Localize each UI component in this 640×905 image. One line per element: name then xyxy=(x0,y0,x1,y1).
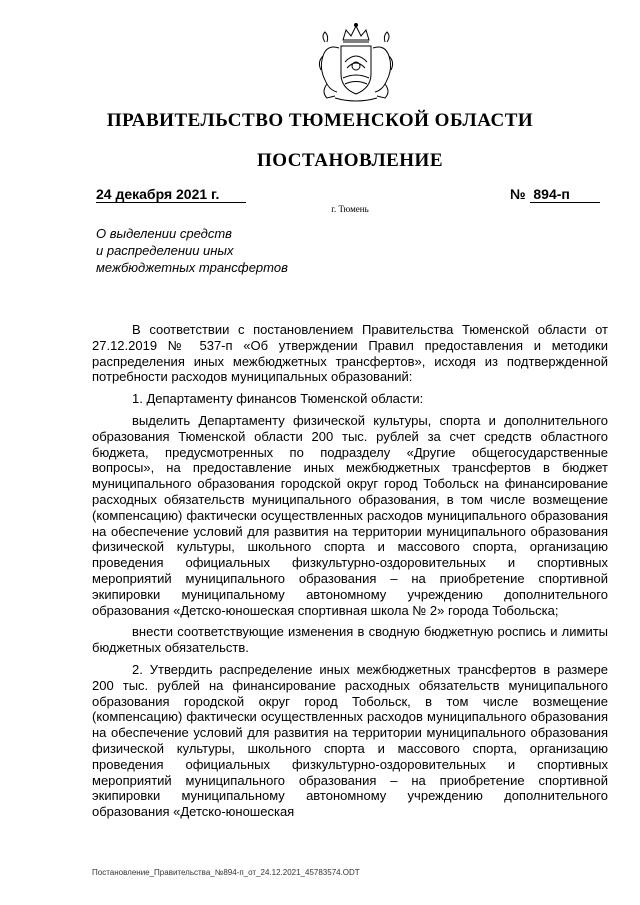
body-paragraph: 2. Утвердить распределение иных межбюджетных трансфертов в размере 200 тыс. рублей на финансирование расходных обязательств муниципального образования городской округ город Тобольск, в том числе возмещение (компенсацию) фактически осуществленных расходов муниципального образования на обеспечение условий для развития на территории муниципального образования физической культуры, школьного спорта и массового спорта, организацию проведения официальных физкультурно-оздоровительных и спортивных мероприятий муниципального образования – на приобретение спортивной экипировки муниципальному автономному учреждению дополнительного образования «Детско-юношеская xyxy=(92,661,608,820)
city-label: г. Тюмень xyxy=(331,204,369,214)
body-paragraph: В соответствии с постановлением Правительства Тюменской области от 27.12.2019 № 537-п «Об утверждении Правил предоставления и методики распределения иных межбюджетных трансфертов», исходя из подтвержденной потребности расходов муниципальных образований: xyxy=(92,322,608,385)
subject-line: и распределении иных xyxy=(96,243,234,258)
body-paragraph: внести соответствующие изменения в сводную бюджетную роспись и лимиты бюджетных обязательств. xyxy=(92,624,608,656)
number-text: 894-п xyxy=(533,186,570,202)
body-paragraph: 1. Департаменту финансов Тюменской области: xyxy=(132,391,424,407)
document-body xyxy=(92,322,608,820)
subject-line: О выделении средств xyxy=(96,226,232,241)
footer-filename: Постановление_Правительства_№894-п_от_24.12.2021_45783574.ODT xyxy=(92,868,360,877)
document-type-title: ПОСТАНОВЛЕНИЕ xyxy=(256,150,444,171)
number-prefix: № xyxy=(510,186,526,202)
coat-of-arms-icon xyxy=(313,22,399,104)
body-paragraph: выделить Департаменту физической культуры, спорта и дополнительного образования Тюменской области 200 тыс. рублей за счет средств областного бюджета, предусмотренных по подразделу «Другие общегосударственные вопросы», на предоставление иных межбюджетных трансфертов в бюджет муниципального образования городской округ город Тобольск на финансирование расходных обязательств муниципального образования, в том числе возмещение (компенсацию) фактически осуществленных расходов муниципального образования на обеспечение условий для развития на территории муниципального образования физической культуры, школьного спорта и массового спорта, организацию проведения официальных физкультурно-оздоровительных и спортивных мероприятий муниципального образования – на приобретение спортивной экипировки муниципальному автономному учреждению дополнительного образования «Детско-юношеская спортивная школа № 2» города Тобольска; xyxy=(92,412,608,618)
number-value xyxy=(530,186,600,203)
document-date: 24 декабря 2021 г. xyxy=(96,186,246,203)
organization-title: ПРАВИТЕЛЬСТВО ТЮМЕНСКОЙ ОБЛАСТИ xyxy=(106,110,534,131)
subject-line: межбюджетных трансфертов xyxy=(96,260,288,275)
document-subject xyxy=(96,225,356,276)
document-number xyxy=(510,186,604,203)
